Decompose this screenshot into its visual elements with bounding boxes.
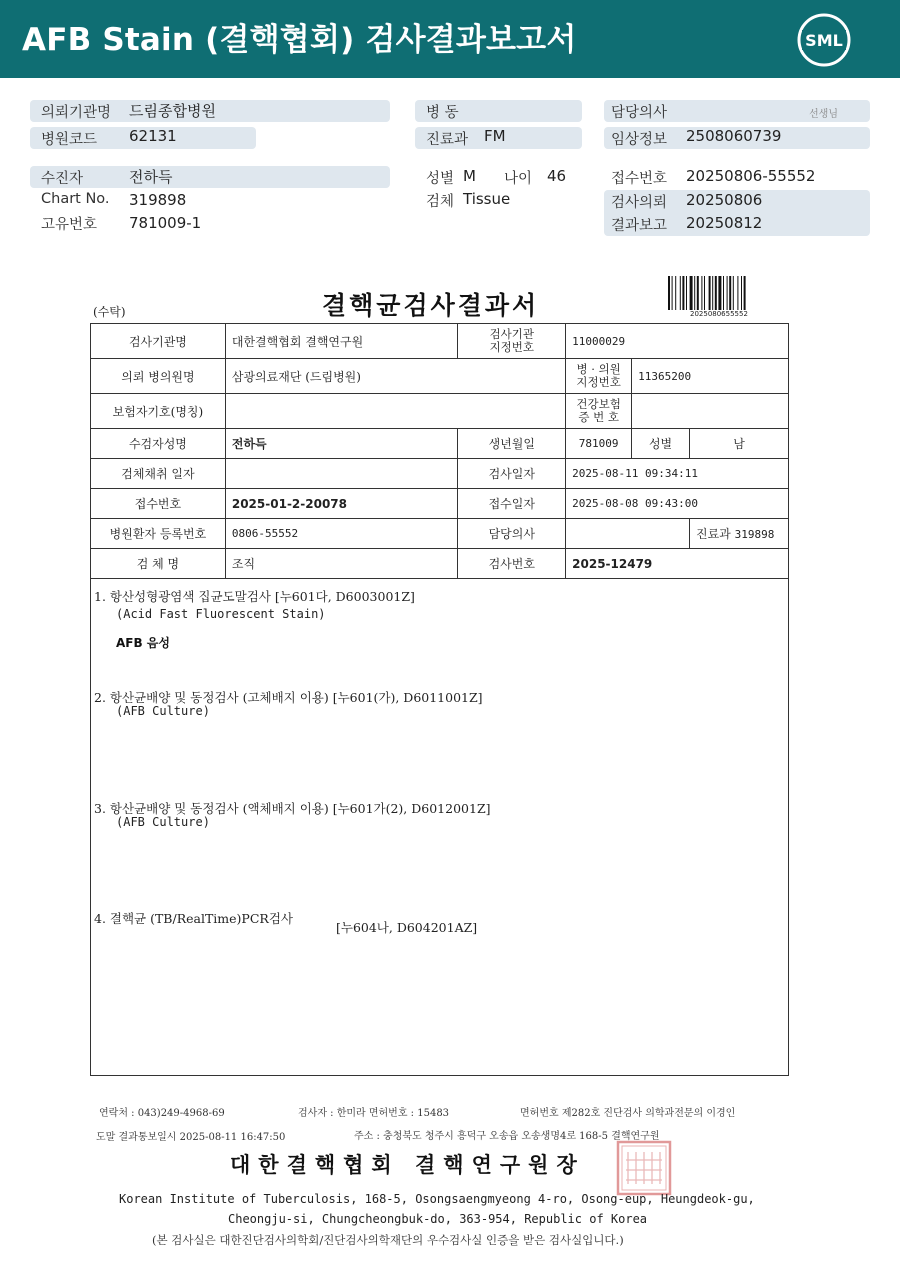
address-kr: 주소 : 충청북도 청주시 흥덕구 오송읍 오송생명4로 168-5 결핵연구원 xyxy=(354,1131,660,1142)
lab-name-label: 검사기관명 xyxy=(91,324,226,359)
copy-tag: (수탁) xyxy=(93,305,126,319)
receipt-no-label: 접수번호 xyxy=(91,489,226,519)
doctor-label-cell: 담당의사 xyxy=(458,519,566,549)
lab-id-value: 11000029 xyxy=(566,324,789,359)
age-label: 나이 xyxy=(504,171,533,187)
lab-name-value: 대한결핵협회 결핵연구원 xyxy=(225,324,458,359)
dept-cell: 진료과 319898 xyxy=(690,519,789,549)
specimen-value: Tissue xyxy=(463,190,511,208)
test-no-label: 검사번호 xyxy=(458,549,566,579)
institute-name: 대한결핵협회 결핵연구원장 xyxy=(230,1152,585,1177)
table-row xyxy=(91,324,789,359)
sml-logo-icon xyxy=(796,12,852,68)
result-title: 3. 항산균배양 및 동정검사 (액체배지 이용) [누601가(2), D6012001Z] xyxy=(94,801,491,816)
certification-note: (본 검사실은 대한진단검사의학회/진단검사의학재단의 우수검사실 인증을 받은 검사실입니다.) xyxy=(152,1233,624,1247)
chart-label: Chart No. xyxy=(41,191,110,207)
test-date-label: 검사일자 xyxy=(458,459,566,489)
table-row xyxy=(91,394,789,429)
result-title: 1. 항산성형광염색 집균도말검사 [누601다, D6003001Z] xyxy=(94,589,415,604)
specimen-name-label: 검 체 명 xyxy=(91,549,226,579)
reg-value: 0806-55552 xyxy=(225,519,458,549)
dob-label: 생년월일 xyxy=(458,429,566,459)
receipt-no-value: 2025-01-2-20078 xyxy=(225,489,458,519)
table-row xyxy=(91,489,789,519)
receipt-date-label: 접수일자 xyxy=(458,489,566,519)
request-label: 검사의뢰 xyxy=(611,195,668,211)
report-date-label: 결과보고 xyxy=(611,218,668,234)
arrival-info: 도말 결과통보일시 2025-08-11 16:47:50 xyxy=(96,1132,286,1143)
doctor-suffix: 선생님 xyxy=(809,109,838,120)
reg-label: 병원환자 등록번호 xyxy=(91,519,226,549)
chart-value: 319898 xyxy=(129,191,187,209)
age-value: 46 xyxy=(547,167,567,185)
patient-label: 수진자 xyxy=(41,171,84,187)
report-header xyxy=(0,0,900,78)
result-value: AFB 음성 xyxy=(116,636,170,650)
address-en-line2: Cheongju-si, Chungcheongbuk-do, 363-954, Republic of Korea xyxy=(228,1212,648,1226)
test-no-value: 2025-12479 xyxy=(566,549,789,579)
barcode-icon xyxy=(668,276,772,310)
result-subtitle: (Acid Fast Fluorescent Stain) xyxy=(116,607,326,621)
clinical-value: 2508060739 xyxy=(686,127,782,145)
doctor-value-cell xyxy=(566,519,690,549)
insurer-label: 보험자기호(명칭) xyxy=(91,394,226,429)
result-subtitle: (AFB Culture) xyxy=(116,815,210,829)
hospital-code-value: 62131 xyxy=(129,127,177,145)
hospital-label: 의뢰기관명 xyxy=(41,105,112,121)
ward-label: 병 동 xyxy=(426,105,459,121)
name-label: 수검자성명 xyxy=(91,429,226,459)
contact-info: 연락처 : 043)249-4968-69 xyxy=(99,1108,225,1119)
scanned-report-title: 결핵균검사결과서 xyxy=(322,291,540,320)
hosp-id-value: 11365200 xyxy=(632,359,789,394)
result-subtitle: (AFB Culture) xyxy=(116,704,210,718)
insurer-value xyxy=(225,394,565,429)
hosp-id-label: 병 · 의원 지정번호 xyxy=(566,359,632,394)
dept-value: FM xyxy=(484,127,506,145)
clinical-label: 임상정보 xyxy=(611,132,668,148)
receipt-value: 20250806-55552 xyxy=(686,167,816,185)
sex-value: M xyxy=(463,167,476,185)
receipt-label: 접수번호 xyxy=(611,171,668,187)
unique-value: 781009-1 xyxy=(129,214,202,232)
sex-value-cell: 남 xyxy=(690,429,789,459)
report-title: AFB Stain (결핵협회) 검사결과보고서 xyxy=(22,22,577,58)
dob-value: 781009 xyxy=(566,429,632,459)
receipt-date-value: 2025-08-08 09:43:00 xyxy=(566,489,789,519)
table-row xyxy=(91,359,789,394)
req-hosp-value: 삼광의료재단 (드림병원) xyxy=(225,359,565,394)
dept-label: 진료과 xyxy=(426,132,469,148)
logo-text: SML xyxy=(805,31,843,50)
lab-id-label: 검사기관 지정번호 xyxy=(458,324,566,359)
barcode-number: 2025080655552 xyxy=(690,310,748,318)
specimen-label: 검체 xyxy=(426,194,455,210)
name-value: 전하득 xyxy=(225,429,458,459)
table-row xyxy=(91,459,789,489)
hospital-code-label: 병원코드 xyxy=(41,132,98,148)
result-title: 4. 결핵균 (TB/RealTime)PCR검사 xyxy=(94,911,293,926)
table-row xyxy=(91,519,789,549)
license-info: 면허번호 제282호 진단검사 의학과전문의 이경인 xyxy=(520,1108,736,1119)
collect-value xyxy=(225,459,458,489)
tester-info: 검사자 : 한미라 면허번호 : 15483 xyxy=(298,1108,450,1119)
test-date-value: 2025-08-11 09:34:11 xyxy=(566,459,789,489)
patient-value: 전하득 xyxy=(129,168,173,186)
table-row xyxy=(91,429,789,459)
info-bar xyxy=(30,166,390,188)
sex-label: 성별 xyxy=(426,171,455,187)
address-en-line1: Korean Institute of Tuberculosis, 168-5, Osongsaengmyeong 4-ro, Osong-eup, Heungdeok-gu, xyxy=(119,1192,755,1206)
request-value: 20250806 xyxy=(686,191,763,209)
doctor-label: 담당의사 xyxy=(611,105,668,121)
health-id-value xyxy=(632,394,789,429)
collect-label: 검체채취 일자 xyxy=(91,459,226,489)
sex-label-cell: 성별 xyxy=(632,429,690,459)
report-info-table xyxy=(90,323,789,579)
hospital-value: 드림종합병원 xyxy=(129,102,216,120)
health-id-label: 건강보험 증 번 호 xyxy=(566,394,632,429)
official-seal-icon xyxy=(616,1140,672,1196)
specimen-name-value: 조직 xyxy=(225,549,458,579)
result-title: 2. 항산균배양 및 동정검사 (고체배지 이용) [누601(가), D6011001Z] xyxy=(94,690,483,705)
result-code: [누604나, D604201AZ] xyxy=(336,920,478,935)
report-date-value: 20250812 xyxy=(686,214,763,232)
req-hosp-label: 의뢰 병의원명 xyxy=(91,359,226,394)
unique-label: 고유번호 xyxy=(41,217,98,233)
